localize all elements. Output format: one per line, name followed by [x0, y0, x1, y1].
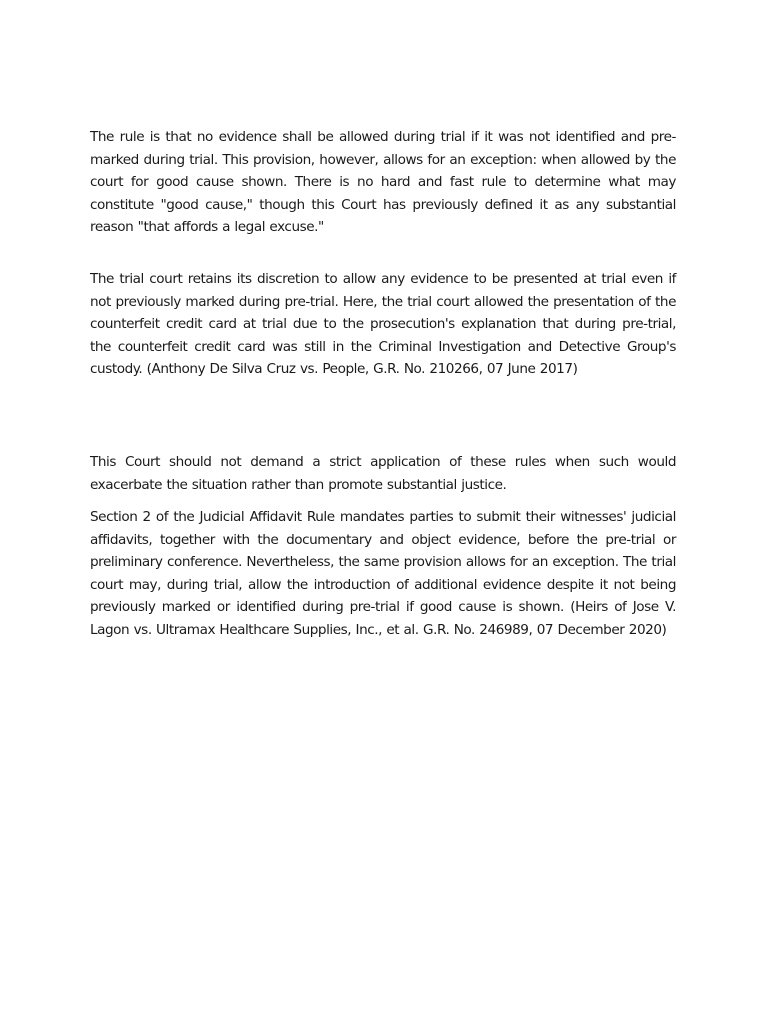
- paragraph-substantial-justice: This Court should not demand a strict application of these rules when such would exacerbate the situation rather than promote substantial justice.: [90, 454, 676, 493]
- paragraph-judicial-affidavit-rule: Section 2 of the Judicial Affidavit Rule mandates parties to submit their witnesses' judicial affidavits, together with the documentary and object evidence, before the pre-trial or preliminary conference. Nevertheless, the same provision allows for an exception. The trial court may, during trial, allow the introduction of additional evidence despite it not being previously marked or identified during pre-trial if good cause is shown. (Heirs of Jose V. Lagon vs. Ultramax Healthcare Supplies, Inc., et al. G.R. No. 246989, 07 December 2020): [90, 509, 676, 638]
- paragraph-trial-court-discretion: The trial court retains its discretion to allow any evidence to be presented at trial even if not previously marked during pre-trial. Here, the trial court allowed the presentation of the counterfeit credit card at trial due to the prosecution's explanation that during pre-trial, the counterfeit credit card was still in the Criminal Investigation and Detective Group's custody. (Anthony De Silva Cruz vs. People, G.R. No. 210266, 07 June 2017): [90, 271, 676, 378]
- paragraph-evidence-rule: The rule is that no evidence shall be allowed during trial if it was not identified and pre-marked during trial. This provision, however, allows for an exception: when allowed by the court for good cause shown. There is no hard and fast rule to determine what may constitute "good cause," though this Court has previously defined it as any substantial reason "that affords a legal excuse.": [90, 129, 676, 236]
